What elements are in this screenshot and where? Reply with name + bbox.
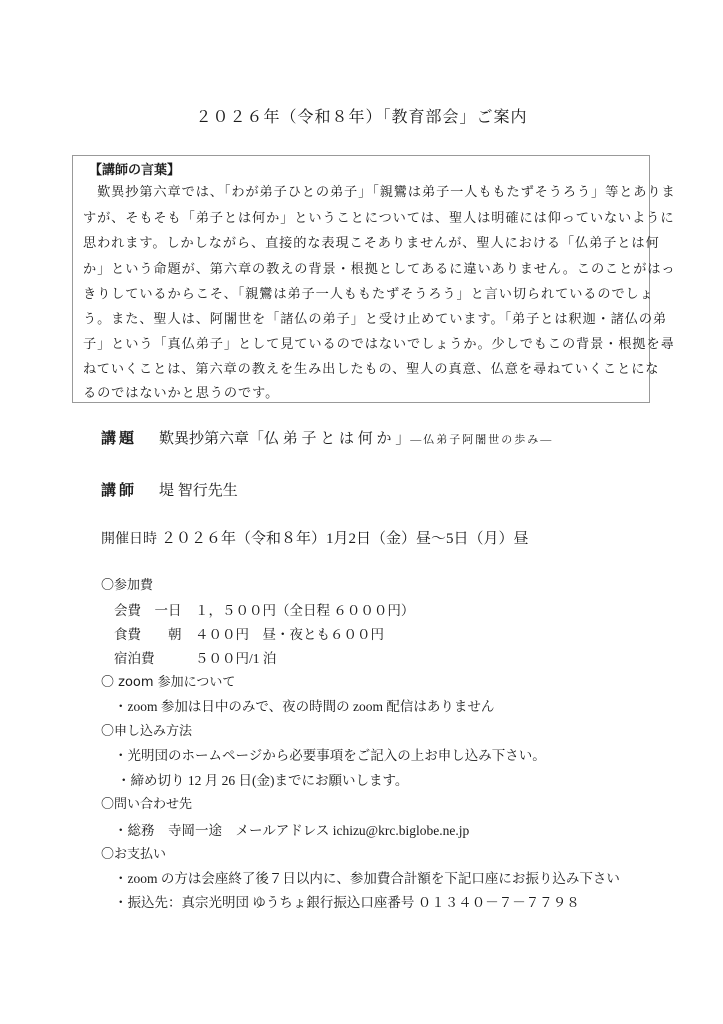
topic-label: 講題	[101, 429, 138, 447]
schedule-row	[101, 527, 529, 548]
lecturer-words-line: か」という命題が、第六章の教えの背景・根拠としてあるに違いありません。このことがはっ	[83, 261, 676, 276]
lecturer-words-box	[72, 155, 676, 403]
fee-item: 食費 朝 ４００円 昼・夜とも６００円	[114, 627, 384, 642]
lecturer-words-line: 歎異抄第六章では、「わが弟子ひとの弟子」「親鸞は弟子一人ももたずそうろう」等とありま	[83, 184, 676, 199]
section-heading-contact: 〇問い合わせ先	[101, 797, 193, 812]
lecturer-words-line: う。また、聖人は、阿闍世を「諸仏の弟子」と受け止めています。「弟子とは釈迦・諸仏の弟	[83, 311, 668, 326]
section-heading-payment: 〇お支払い	[101, 847, 167, 862]
schedule-value: ２０２６年（令和８年）1月2日（金）昼～5日（月）昼	[161, 531, 529, 547]
lecturer-words-line: るのではないかと思うのです。	[83, 385, 280, 400]
lecturer-words-line: 思われます。しかしながら、直接的な表現こそありませんが、聖人における「仏弟子とは何	[83, 235, 660, 250]
zoom-item: ・zoom 参加は日中のみで、夜の時間の zoom 配信はありません	[114, 699, 495, 714]
lecturer-row	[101, 479, 238, 500]
fee-item: 会費 一日 １，５００円（全日程 ６０００円）	[114, 603, 415, 618]
lecturer-words-heading: 【講師の言葉】	[89, 163, 181, 178]
lecturer-words-line: きりしているからこそ、「親鸞は弟子一人ももたずそうろう」と言い切られているのでしょ	[83, 286, 654, 301]
lecturer-name: 堤 智行先生	[159, 483, 238, 499]
topic-sub: ―仏弟子阿闍世の歩み―	[410, 434, 554, 446]
contact-item: ・総務 寺岡一途 メールアドレス ichizu@krc.biglobe.ne.jp	[114, 823, 470, 838]
application-item: ・光明団のホームページから必要事項をご記入の上お申し込み下さい。	[114, 748, 546, 763]
section-heading-fee: 〇参加費	[101, 578, 154, 593]
payment-item: ・zoom の方は会座終了後７日以内に、参加費合計額を下記口座にお振り込み下さい	[114, 871, 620, 886]
fee-item: 宿泊費 ５００円/1 泊	[114, 651, 277, 666]
lecturer-label: 講師	[101, 481, 138, 499]
lecturer-words-line: 子」という「真仏弟子」として見ているのではないでしょうか。少しでもこの背景・根拠を尋	[83, 336, 675, 351]
section-heading-zoom: 〇 zoom 参加について	[101, 675, 236, 690]
lecturer-words-line: すが、そもそも「弟子とは何か」ということについては、聖人は明確には仰っていないように	[83, 210, 675, 225]
page-title: ２０２６年（令和８年）「教育部会」ご案内	[195, 109, 528, 126]
application-item: ・締め切り 12 月 26 日(金)までにお願いします。	[117, 773, 409, 788]
schedule-label: 開催日時	[101, 531, 157, 547]
payment-item: ・振込先：真宗光明団 ゆうちょ銀行振込口座番号 ０１３４０－７－７７９８	[114, 895, 580, 910]
topic-main: 歎異抄第六章「仏 弟 子 と は 何 か 」	[159, 431, 411, 447]
lecturer-words-line: ねていくことは、第六章の教えを生み出したもの、聖人の真意、仏意を尋ねていくことにな	[83, 361, 660, 376]
topic-row	[101, 427, 553, 448]
section-heading-application: 〇申し込み方法	[101, 724, 193, 739]
